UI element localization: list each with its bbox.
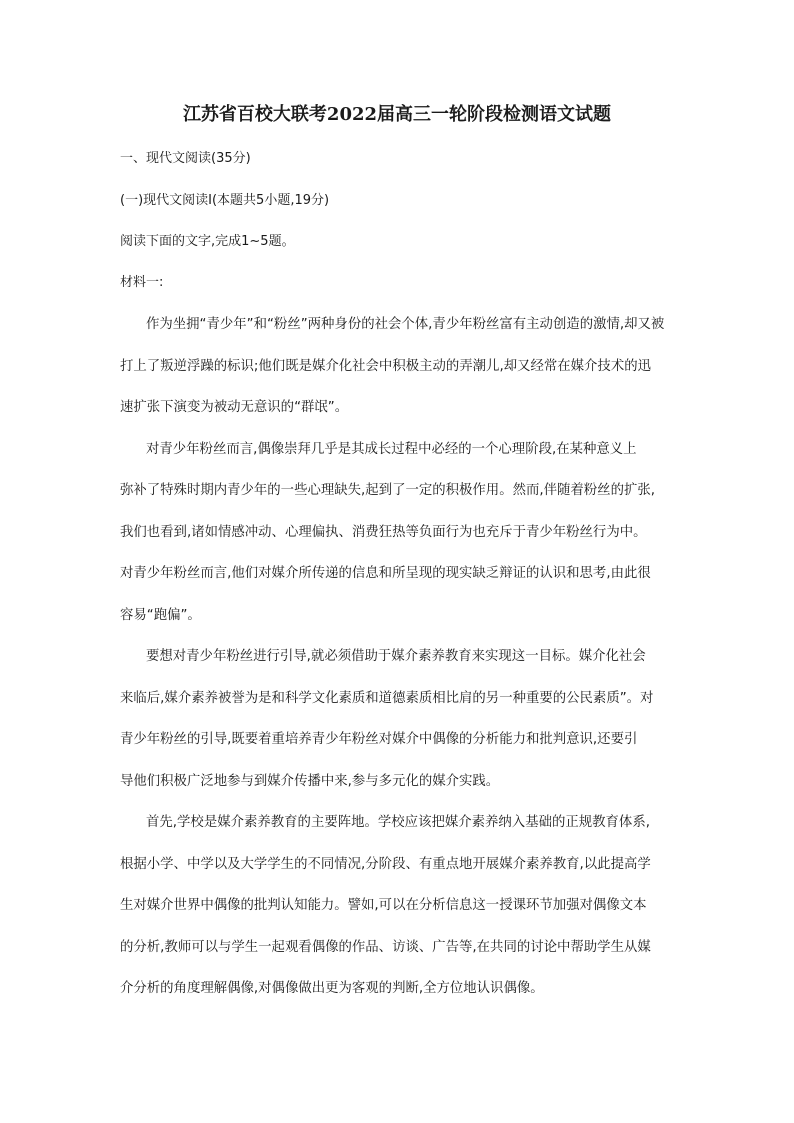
paragraph-3-line-1: 要想对青少年粉丝进行引导,就必须借助于媒介素养教育来实现这一目标。媒介化社会 xyxy=(146,649,646,664)
section-heading: 一、现代文阅读(35分) xyxy=(120,151,251,166)
instruction-text: 阅读下面的文字,完成1~5题。 xyxy=(120,234,295,249)
paragraph-1-line-2: 打上了叛逆浮躁的标识;他们既是媒介化社会中积极主动的弄潮儿,却又经常在媒介技术的迅 xyxy=(120,359,651,374)
paragraph-4-line-4: 的分析,教师可以与学生一起观看偶像的作品、访谈、广告等,在共同的讨论中帮助学生从媒 xyxy=(120,940,651,955)
paragraph-4-line-3: 生对媒介世界中偶像的批判认知能力。譬如,可以在分析信息这一授课环节加强对偶像文本 xyxy=(120,898,647,913)
paragraph-3-line-3: 青少年粉丝的引导,既要着重培养青少年粉丝对媒介中偶像的分析能力和批判意识,还要引 xyxy=(120,732,638,747)
paragraph-4-line-5: 介分析的角度理解偶像,对偶像做出更为客观的判断,全方位地认识偶像。 xyxy=(120,981,544,996)
document-title: 江苏省百校大联考2022届高三一轮阶段检测语文试题 xyxy=(182,104,612,125)
paragraph-2-line-3: 我们也看到,诸如情感冲动、心理偏执、消费狂热等负面行为也充斥于青少年粉丝行为中。 xyxy=(120,525,647,540)
paragraph-2-line-4: 对青少年粉丝而言,他们对媒介所传递的信息和所呈现的现实缺乏辩证的认识和思考,由此很 xyxy=(120,566,651,581)
material-label: 材料一: xyxy=(120,275,164,290)
paragraph-2-line-2: 弥补了特殊时期内青少年的一些心理缺失,起到了一定的积极作用。然而,伴随着粉丝的扩张, xyxy=(120,483,656,498)
paragraph-1-line-3: 速扩张下演变为被动无意识的“群氓”。 xyxy=(120,400,349,415)
paragraph-4-line-2: 根据小学、中学以及大学学生的不同情况,分阶段、有重点地开展媒介素养教育,以此提高学 xyxy=(120,857,651,872)
paragraph-1-line-1: 作为坐拥“青少年”和“粉丝”两种身份的社会个体,青少年粉丝富有主动创造的激情,却又被 xyxy=(146,317,665,332)
paragraph-3-line-2: 来临后,媒介素养被誉为是和科学文化素质和道德素质相比肩的另一种重要的公民素质”。对 xyxy=(120,691,654,706)
paragraph-3-line-4: 导他们积极广泛地参与到媒介传播中来,参与多元化的媒介实践。 xyxy=(120,774,500,789)
subsection-heading: (一)现代文阅读I(本题共5小题,19分) xyxy=(120,193,330,208)
paragraph-2-line-5: 容易“跑偏”。 xyxy=(120,608,201,623)
paragraph-2-line-1: 对青少年粉丝而言,偶像崇拜几乎是其成长过程中必经的一个心理阶段,在某种意义上 xyxy=(146,442,637,457)
paragraph-4-line-1: 首先,学校是媒介素养教育的主要阵地。学校应该把媒介素养纳入基础的正规教育体系, xyxy=(146,815,650,830)
